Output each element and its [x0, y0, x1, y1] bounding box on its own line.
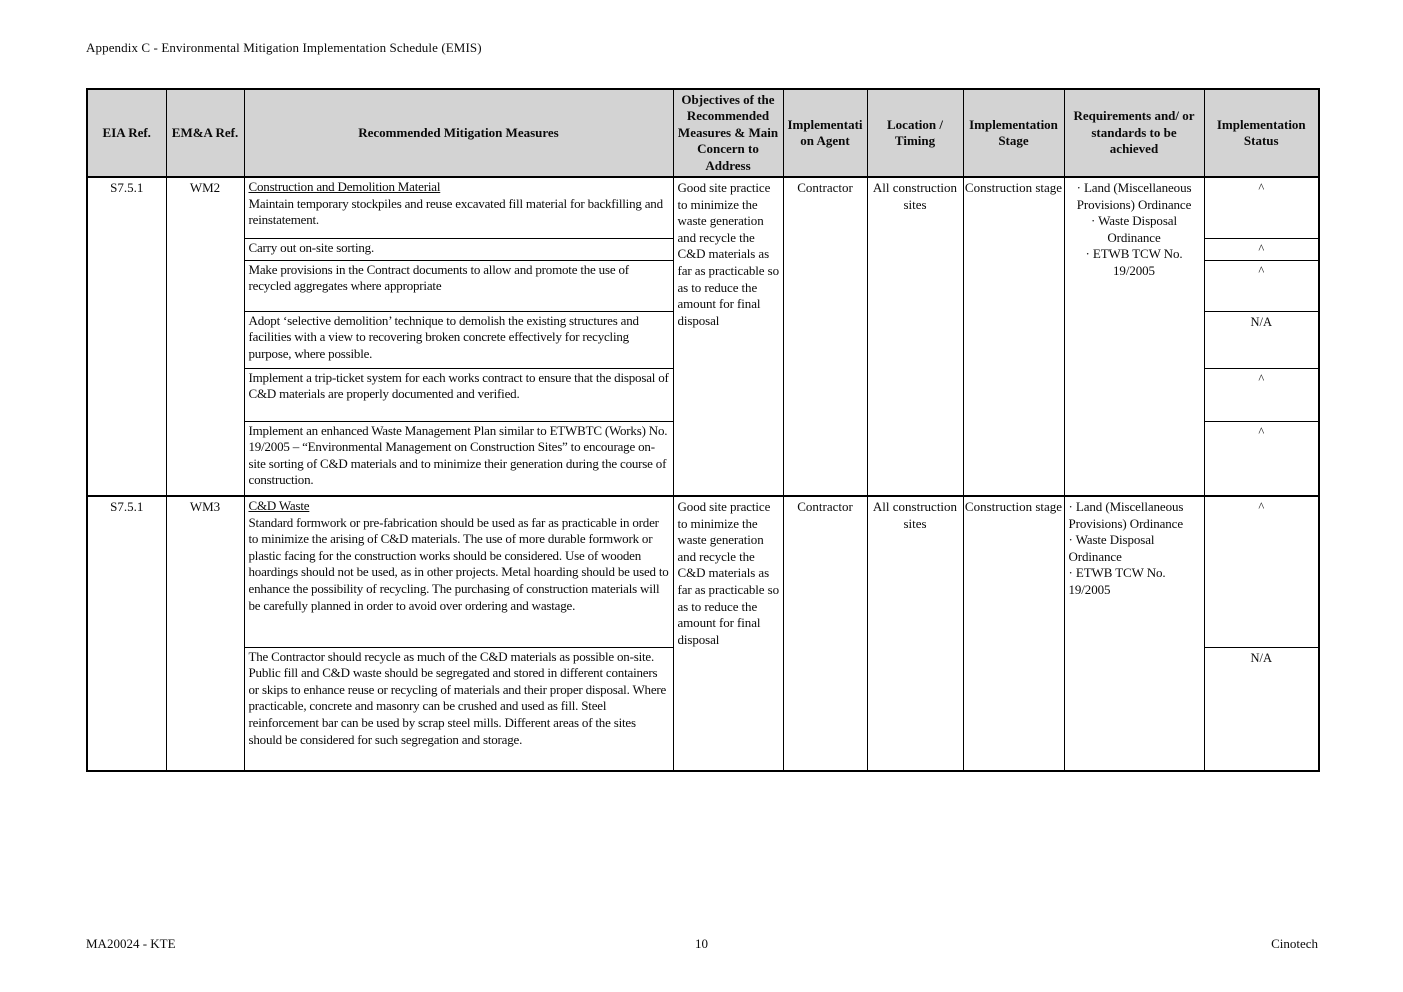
location-timing-cell: All construction sites — [867, 177, 963, 496]
requirements-cell — [1064, 496, 1204, 771]
measure-cell — [244, 177, 673, 238]
measure-heading: C&D Waste — [248, 498, 310, 514]
requirement-item: · Waste Disposal Ordinance — [1091, 213, 1177, 245]
measure-cell: Implement a trip-ticket system for each works contract to ensure that the disposal of C&D materials are properly documented and verified. — [244, 368, 673, 421]
col-header-requirements: Requirements and/ or standards to be achieved — [1064, 89, 1204, 177]
status-cell: ^ — [1204, 368, 1319, 421]
objectives-cell: Good site practice to minimize the waste generation and recycle the C&D materials as far as practicable so as to reduce the amount for final disposal — [673, 496, 783, 771]
col-header-stage: Implementation Stage — [963, 89, 1064, 177]
requirement-item: · Land (Miscellaneous Provisions) Ordinance — [1068, 499, 1184, 531]
col-header-measures: Recommended Mitigation Measures — [244, 89, 673, 177]
requirement-item: · ETWB TCW No. 19/2005 — [1068, 565, 1166, 597]
eia-ref-cell: S7.5.1 — [87, 496, 166, 771]
col-header-location-timing: Location / Timing — [867, 89, 963, 177]
footer-company-name: Cinotech — [1271, 936, 1318, 951]
agent-cell: Contractor — [783, 496, 867, 771]
status-cell: ^ — [1204, 496, 1319, 647]
measure-heading: Construction and Demolition Material — [248, 179, 441, 195]
measure-cell: Adopt ‘selective demolition’ technique to demolish the existing structures and facilities with a view to recovering broken concrete effectively for recycling purpose, where possible. — [244, 311, 673, 368]
status-cell: N/A — [1204, 647, 1319, 771]
requirements-cell — [1064, 177, 1204, 496]
stage-cell: Construction stage — [963, 177, 1064, 496]
col-header-eia-ref: EIA Ref. — [87, 89, 166, 177]
requirement-item: · Waste Disposal Ordinance — [1068, 532, 1155, 564]
status-cell: ^ — [1204, 421, 1319, 496]
agent-cell: Contractor — [783, 177, 867, 496]
col-header-status: Implementation Status — [1204, 89, 1319, 177]
status-cell: N/A — [1204, 311, 1319, 368]
status-cell: ^ — [1204, 238, 1319, 260]
measure-cell: Implement an enhanced Waste Management Plan similar to ETWBTC (Works) No. 19/2005 – “Environmental Management on Construction Sites” to encourage on-site sorting of C&D materials and to minimize their generation during the course of construction. — [244, 421, 673, 496]
objectives-cell: Good site practice to minimize the waste generation and recycle the C&D materials as far as practicable so as to reduce the amount for final disposal — [673, 177, 783, 496]
col-header-objectives: Objectives of the Recommended Measures & Main Concern to Address — [673, 89, 783, 177]
measure-text: Standard formwork or pre-fabrication should be used as far as practicable in order to minimize the arising of C&D materials. The use of more durable formwork or plastic facing for the construction works should be considered. Use of wooden hoardings should not be used, as in other projects. Metal hoarding should be used to enhance the possibility of recycling. The purchasing of construction materials will be carefully planned in order to avoid over ordering and wastage. — [248, 514, 669, 613]
col-header-ema-ref: EM&A Ref. — [166, 89, 244, 177]
stage-cell: Construction stage — [963, 496, 1064, 771]
table-header-row — [87, 89, 1319, 177]
eia-ref-cell: S7.5.1 — [87, 177, 166, 496]
measure-cell: The Contractor should recycle as much of the C&D materials as possible on-site. Public fill and C&D waste should be segregated and stored in different containers or skips to enhance reuse or recycling of materials and their proper disposal. Where practicable, concrete and masonry can be crushed and used as fill. Steel reinforcement bar can be used by scrap steel mills. Different areas of the sites should be considered for such segregation and storage. — [244, 647, 673, 771]
page-footer — [0, 936, 1403, 956]
ema-ref-cell: WM3 — [166, 496, 244, 771]
ema-ref-cell: WM2 — [166, 177, 244, 496]
status-cell: ^ — [1204, 260, 1319, 311]
page-number: 10 — [695, 936, 708, 951]
location-timing-cell: All construction sites — [867, 496, 963, 771]
emis-table — [86, 88, 1320, 772]
requirement-item: · ETWB TCW No. 19/2005 — [1085, 246, 1183, 278]
measure-cell: Carry out on-site sorting. — [244, 238, 673, 260]
table-row — [87, 496, 1319, 647]
document-title: Appendix C - Environmental Mitigation Implementation Schedule (EMIS) — [86, 40, 482, 55]
status-cell: ^ — [1204, 177, 1319, 238]
measure-cell: Make provisions in the Contract documents to allow and promote the use of recycled aggregates where appropriate — [244, 260, 673, 311]
requirement-item: · Land (Miscellaneous Provisions) Ordinance — [1076, 180, 1192, 212]
measure-text: Maintain temporary stockpiles and reuse excavated fill material for backfilling and reinstatement. — [248, 195, 663, 228]
table-row — [87, 177, 1319, 238]
col-header-agent: Implementation Agent — [783, 89, 867, 177]
footer-project-ref: MA20024 - KTE — [86, 936, 176, 951]
measure-cell — [244, 496, 673, 647]
